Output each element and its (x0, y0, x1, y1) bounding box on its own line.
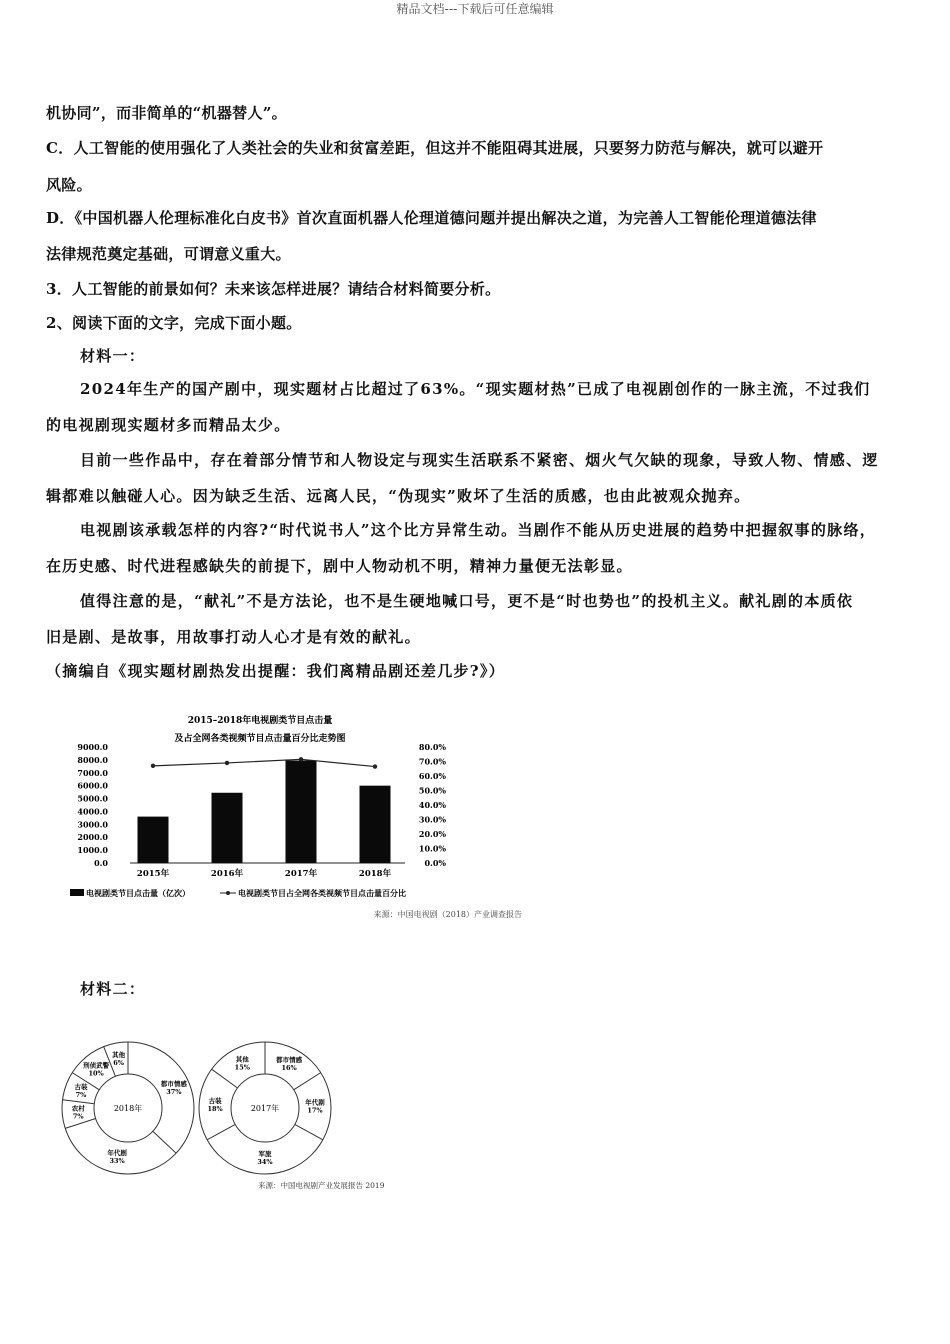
slice-label: 古装 7% (74, 1083, 88, 1100)
bar-2017年 (286, 761, 317, 863)
chart-subtitle: 及占全网各类视频节目点击量百分比走势图 (174, 734, 346, 744)
slice-label: 农村 7% (71, 1104, 85, 1121)
donut-divider (295, 1124, 323, 1139)
y-tick-label: 5000.0 (77, 793, 108, 804)
material-1-para-3-cont: 在历史感、时代进程感缺失的前提下，剧中人物动机不明，精神力量便无法彰显。 (46, 557, 633, 575)
percent-point (373, 764, 377, 768)
slice-label: 年代剧 33% (107, 1148, 127, 1165)
page-header: 精品文档---下载后可任意编辑 (396, 2, 554, 16)
donut-divider (153, 1131, 176, 1153)
material-1-source: （摘编自《现实题材剧热发出提醒：我们离精品剧还差几步?》） (46, 662, 505, 680)
x-tick-label: 2015年 (136, 869, 170, 879)
material-1-para-4: 值得注意的是，“献礼”不是方法论，也不是生硬地喊口号，更不是“时也势也”的投机主义。献礼剧的本质依 (80, 592, 854, 610)
donut-divider (207, 1124, 235, 1139)
legend-line-marker (226, 891, 230, 895)
material-2-title: 材料二： (80, 980, 146, 998)
slice-label: 刑侦武警 10% (83, 1061, 110, 1078)
paragraph-line: 机协同”，而非简单的“机器替人”。 (46, 104, 287, 122)
donut-divider (294, 1073, 321, 1090)
option-c-line-2: 风险。 (46, 176, 92, 194)
y-tick-label: 1000.0 (77, 845, 108, 856)
bar-2016年 (212, 793, 243, 863)
legend-bar-label: 电视剧类节目点击量（亿次） (86, 888, 190, 898)
material-1-para-2-cont: 辑都难以触碰人心。因为缺乏生活、远离人民，“伪现实”败坏了生活的质感，也由此被观众抛弃。 (46, 487, 751, 505)
material-1-para-3: 电视剧该承载怎样的内容?“时代说书人”这个比方异常生动。当剧作不能从历史进展的趋势中把握叙事的脉络， (80, 521, 877, 539)
material-1-para-4-cont: 旧是剧、是故事，用故事打动人心才是有效的献礼。 (46, 628, 421, 646)
donut-source: 来源：中国电视剧产业发展报告 2019 (258, 1181, 385, 1190)
slice-label: 其他 15% (234, 1055, 250, 1072)
slice-label: 都市情感 16% (276, 1056, 303, 1073)
y-tick-label: 9000.0 (77, 742, 108, 752)
x-tick-label: 2016年 (210, 869, 244, 879)
chart-title: 2015–2018年电视剧类节目点击量 (187, 716, 333, 726)
donut-center-label: 2017年 (250, 1104, 280, 1113)
percent-line (153, 759, 375, 766)
y2-tick-label: 70.0% (418, 756, 446, 767)
bar-line-chart (60, 705, 540, 930)
y2-tick-label: 0.0% (424, 858, 446, 868)
option-d-line: D．《中国机器人伦理标准化白皮书》首次直面机器人伦理道德问题并提出解决之道，为完善人工智能伦理道德法律 (46, 209, 817, 227)
x-tick-label: 2017年 (284, 869, 318, 879)
y2-tick-label: 80.0% (418, 742, 446, 752)
percent-point (151, 764, 155, 768)
y2-tick-label: 30.0% (418, 814, 446, 825)
question-3: 3．人工智能的前景如何？未来该怎样进展？请结合材料简要分析。 (46, 280, 501, 298)
section-2-instruction: 2、阅读下面的文字，完成下面小题。 (46, 314, 302, 332)
material-1-para-1-cont: 的电视剧现实题材多而精品太少。 (46, 416, 291, 434)
donut-center-label: 2018年 (113, 1104, 143, 1113)
y2-tick-label: 40.0% (418, 800, 446, 810)
percent-point (299, 757, 303, 761)
legend-line-label: 电视剧类节目占全网各类视频节目点击量百分比 (238, 888, 406, 898)
y-tick-label: 4000.0 (77, 806, 108, 817)
donut-charts (50, 1030, 420, 1195)
y-tick-label: 0.0 (94, 858, 108, 868)
legend-bar-swatch (70, 889, 84, 896)
x-tick-label: 2018年 (358, 869, 392, 879)
option-d-line-2: 法律规范奠定基础，可谓意义重大。 (46, 245, 291, 263)
y2-tick-label: 10.0% (418, 843, 446, 854)
y-tick-label: 2000.0 (77, 832, 108, 843)
slice-label: 其他 6% (112, 1050, 126, 1067)
y2-tick-label: 60.0% (418, 771, 446, 781)
percent-point (225, 761, 229, 765)
slice-label: 古装 18% (207, 1096, 223, 1113)
slice-label: 年代剧 17% (305, 1098, 325, 1115)
chart-source: 来源：中国电视剧（2018）产业调查报告 (373, 910, 522, 919)
y-tick-label: 3000.0 (77, 819, 108, 830)
option-c-line: C．人工智能的使用强化了人类社会的失业和贫富差距，但这并不能阻碍其进展，只要努力防范与解决，就可以避开 (46, 139, 824, 157)
y-tick-label: 7000.0 (77, 767, 108, 778)
donut-divider (212, 1069, 238, 1088)
y-tick-label: 8000.0 (77, 754, 108, 765)
bar-2018年 (360, 786, 391, 863)
material-1-para-2: 目前一些作品中，存在着部分情节和人物设定与现实生活联系不紧密、烟火气欠缺的现象，导致人物、情感、逻 (80, 451, 879, 469)
donut-divider (63, 1100, 95, 1104)
y-tick-label: 6000.0 (77, 780, 108, 791)
material-1-para-1: 2024年生产的国产剧中，现实题材占比超过了63%。“现实题材热”已成了电视剧创作的一脉主流，不过我们 (80, 380, 871, 398)
slice-label: 都市情感 37% (160, 1080, 187, 1097)
slice-label: 军旅 34% (257, 1150, 273, 1166)
y2-tick-label: 50.0% (418, 785, 446, 796)
y2-tick-label: 20.0% (418, 829, 446, 839)
bar-2015年 (138, 817, 169, 863)
material-1-title: 材料一： (80, 347, 146, 365)
